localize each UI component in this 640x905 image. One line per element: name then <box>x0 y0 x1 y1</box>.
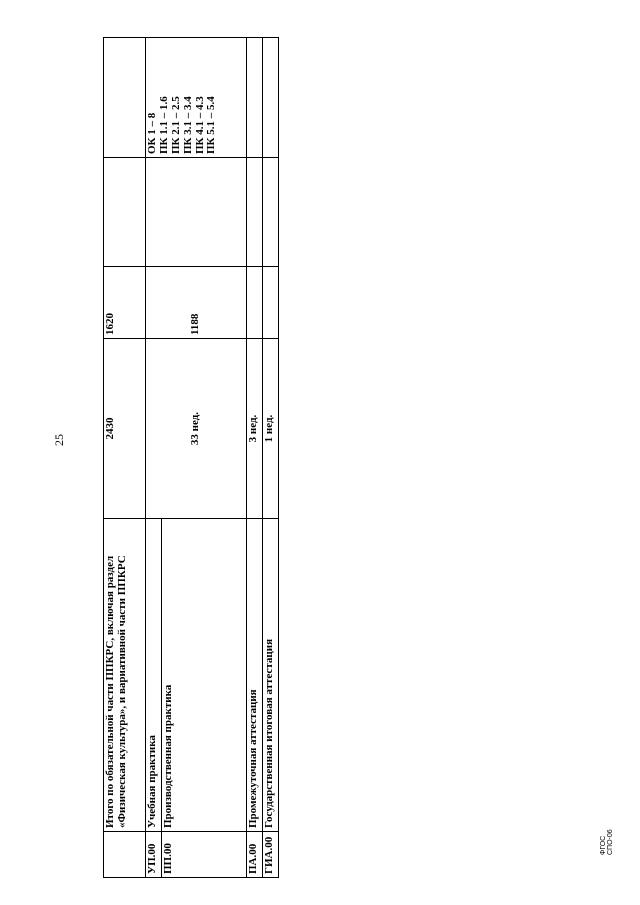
footer-document-code: ФГОС СПО-06 <box>600 829 614 855</box>
row-competencies <box>263 38 279 158</box>
row-code: УП.00 <box>146 832 162 878</box>
page-number: 25 <box>52 434 66 446</box>
row-name: Учебная практика <box>146 519 162 832</box>
curriculum-table <box>103 38 275 878</box>
row-hours <box>247 267 263 339</box>
row-weeks: 3 нед. <box>247 339 263 519</box>
row-name: Производственная практика <box>162 519 247 832</box>
row-weeks: 2430 <box>104 339 146 519</box>
row-name: Промежуточная аттестация <box>247 519 263 832</box>
row-competencies <box>104 38 146 158</box>
row-name: Итого по обязательной части ППКРС, включая раздел «Физическая культура», и вариативной части ППКРС <box>104 519 146 832</box>
row-discipline <box>146 158 247 267</box>
table-row <box>146 38 162 878</box>
row-hours: 1620 <box>104 267 146 339</box>
row-code: ГИА.00 <box>263 832 279 878</box>
table-row <box>263 38 279 878</box>
row-name: Государственная итоговая аттестация <box>263 519 279 832</box>
row-hours: 1188 <box>146 267 247 339</box>
row-discipline <box>263 158 279 267</box>
row-hours <box>263 267 279 339</box>
row-code <box>104 832 146 878</box>
row-discipline <box>247 158 263 267</box>
table-row <box>247 38 263 878</box>
table-row <box>104 38 146 878</box>
row-competencies: ОК 1 – 8 ПК 1.1 – 1.6 ПК 2.1 – 2.5 ПК 3.1 – 3.4 ПК 4.1 – 4.3 ПК 5.1 – 5.4 <box>146 38 247 158</box>
row-competencies <box>247 38 263 158</box>
row-code: ПА.00 <box>247 832 263 878</box>
row-discipline <box>104 158 146 267</box>
row-weeks: 33 нед. <box>146 339 247 519</box>
row-code: ПП.00 <box>162 832 247 878</box>
row-weeks: 1 нед. <box>263 339 279 519</box>
